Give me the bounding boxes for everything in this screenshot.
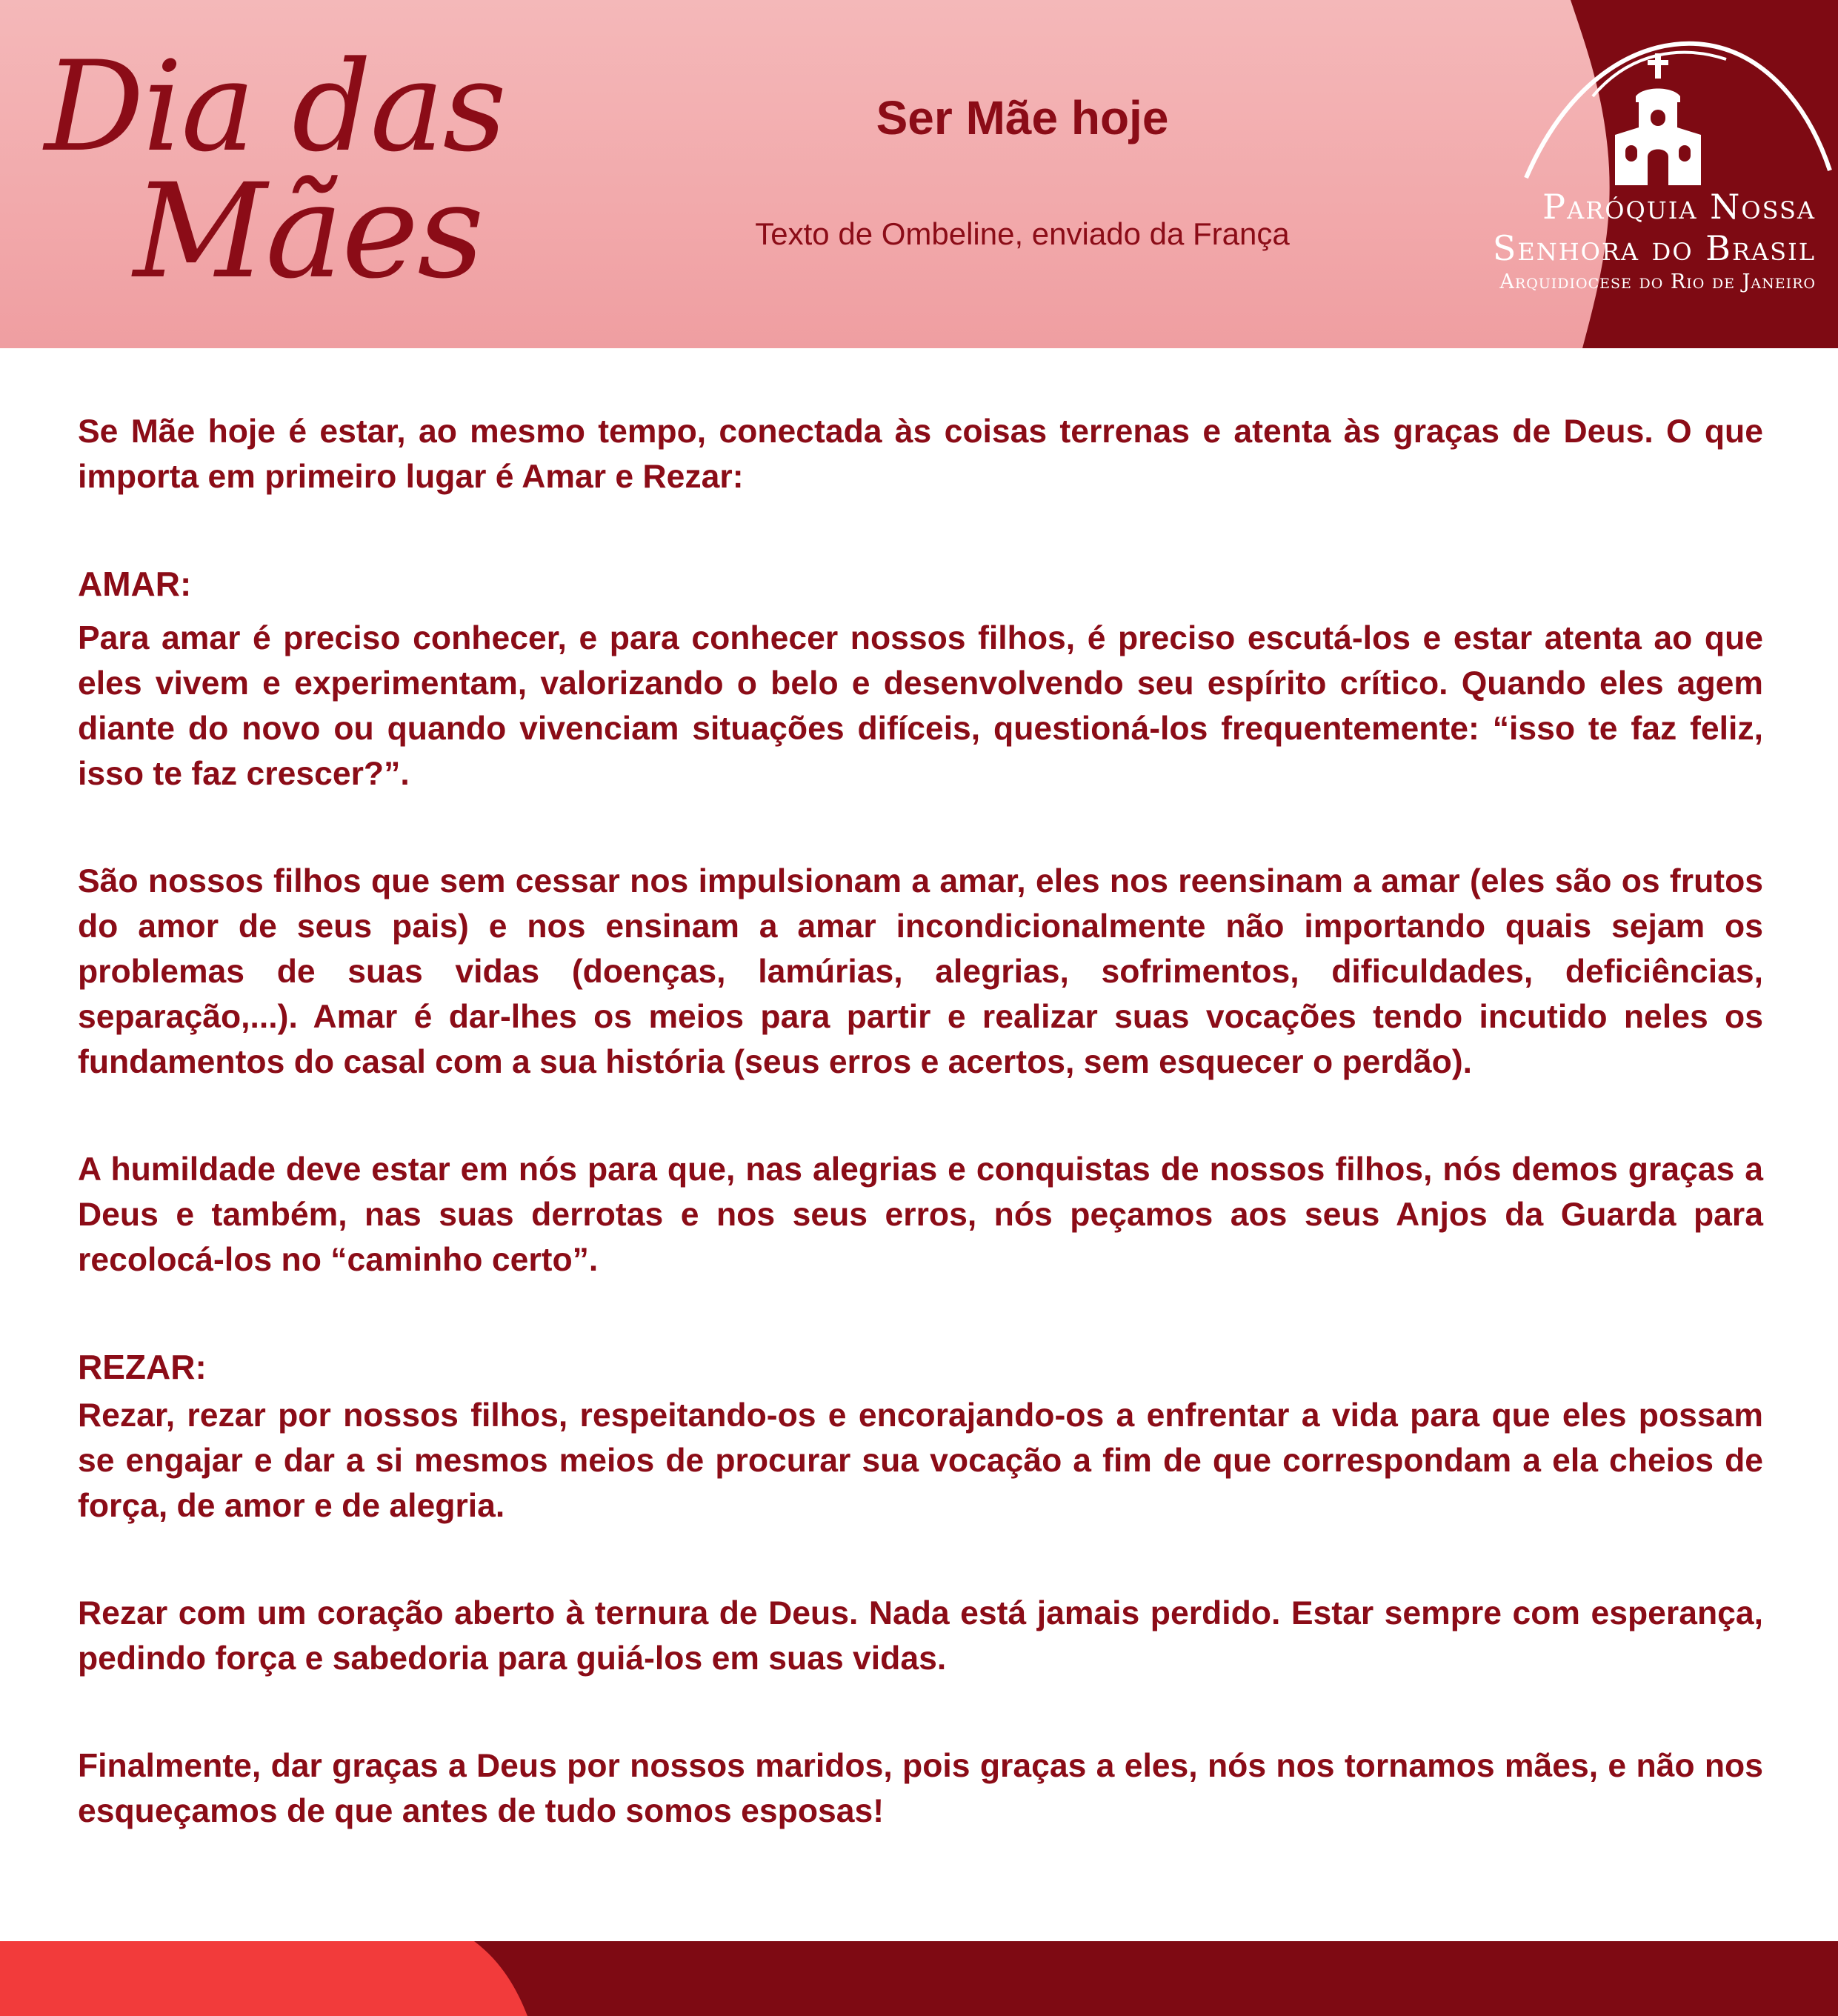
amar-paragraph-3: A humildade deve estar em nós para que, nas alegrias e conquistas de nossos filhos, nós demos graças a Deus e também, nas suas derrotas e nos seus erros, nós peçamos aos seus Anjos da Guarda para recolocá-los no “caminho certo”. bbox=[78, 1151, 1763, 1278]
footer-band bbox=[0, 1941, 1838, 2016]
event-title bbox=[15, 30, 637, 341]
section-heading-amar: AMAR: bbox=[78, 565, 192, 603]
article-subtitle: Texto de Ombeline, enviado da França bbox=[755, 216, 1290, 251]
event-title-line1: Dia das bbox=[44, 34, 505, 179]
rezar-paragraph-2: Rezar com um coração aberto à ternura de Deus. Nada está jamais perdido. Estar sempre com esperança, pedindo força e sabedoria para guiá-los em suas vidas. bbox=[78, 1595, 1763, 1677]
section-heading-rezar: REZAR: bbox=[78, 1348, 207, 1386]
amar-paragraph-1: Para amar é preciso conhecer, e para conhecer nossos filhos, é preciso escutá-los e estar atenta ao que eles vivem e experimentam, valorizando o belo e desenvolvendo seu espírito crítico. Quando eles agem diante do novo ou quando vivenciam situações difíceis, questioná-los frequentemente: “isso te faz feliz, isso te faz crescer?”. bbox=[78, 620, 1763, 792]
archdiocese-name: Arquidiocese do Rio de Janeiro bbox=[1499, 270, 1816, 293]
footer-right-band bbox=[0, 1941, 1838, 2016]
event-title-line2: Mães bbox=[133, 156, 483, 307]
amar-paragraph-2: São nossos filhos que sem cessar nos impulsionam a amar, eles nos reensinam a amar (eles são os frutos do amor de seus pais) e nos ensinam a amar incondicionalmente não importando quais sejam os problemas de suas vidas (doenças, lamúrias, alegrias, sofrimentos, dificuldades, deficiências, separação,...). Amar é dar-lhes os meios para partir e realizar suas vocações tendo incutido neles os fundamentos do casal com a sua história (seus erros e acertos, sem esquecer o perdão). bbox=[78, 863, 1763, 1080]
article-title: Ser Mãe hoje bbox=[876, 91, 1169, 144]
intro-paragraph: Se Mãe hoje é estar, ao mesmo tempo, conectada às coisas terrenas e atenta às graças de Deus. O que importa em primeiro lugar é Amar e Rezar: bbox=[78, 413, 1763, 495]
final-paragraph: Finalmente, dar graças a Deus por nossos maridos, pois graças a eles, nós nos tornamos mães, e não nos esqueçamos de que antes de tudo somos esposas! bbox=[78, 1748, 1763, 1829]
parish-name-line2: Senhora do Brasil bbox=[1492, 228, 1816, 268]
church-icon bbox=[1606, 53, 1710, 187]
rezar-paragraph-1: Rezar, rezar por nossos filhos, respeitando-os e encorajando-os a enfrentar a vida para que eles possam se engajar e dar a si mesmos meios de procurar sua vocação a fim de que correspondam a ela cheios de força, de amor e de alegria. bbox=[78, 1397, 1763, 1524]
parish-name-line1: Paróquia Nossa bbox=[1542, 187, 1816, 227]
article-body bbox=[78, 409, 1763, 1834]
